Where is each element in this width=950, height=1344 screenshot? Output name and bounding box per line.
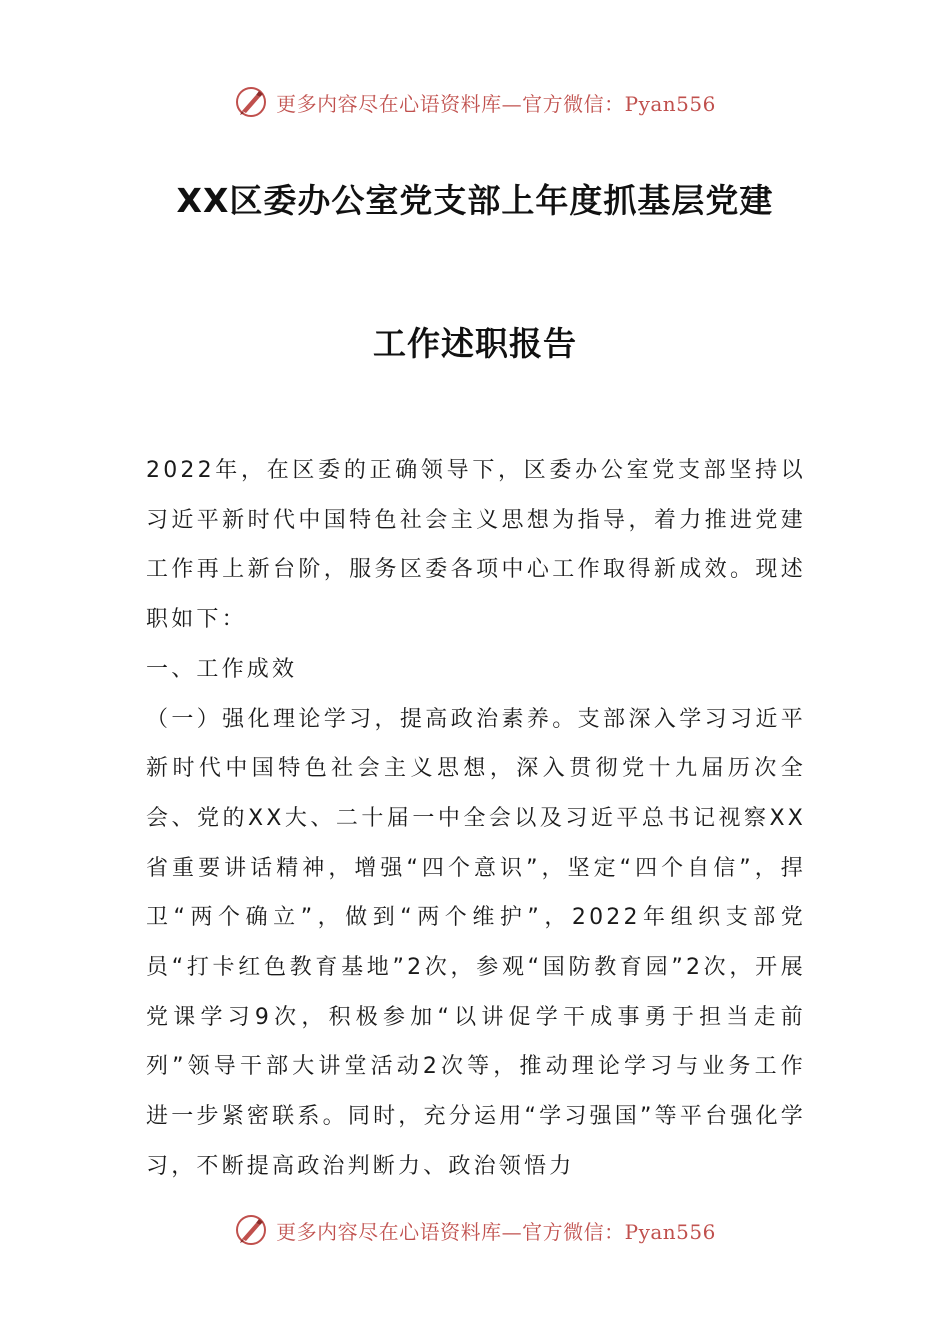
body-paragraph: （一）强化理论学习，提高政治素养。支部深入学习习近平新时代中国特色社会主义思想，深入贯彻党十九届历次全会、党的XX大、二十届一中全会以及习近平总书记视察XX省重要讲话精神，增强“四个意识”，坚定“四个自信”，捍卫“两个确立”，做到“两个维护”，2022年组织支部党员“打卡红色教育基地”2次，参观“国防教育园”2次，开展党课学习9次，积极参加“以讲促学干成事勇于担当走前列”领导干部大讲堂活动2次等，推动理论学习与业务工作进一步紧密联系。同时，充分运用“学习强国”等平台强化学习，不断提高政治判断力、政治领悟力 xyxy=(146,706,806,1179)
header-watermark-banner xyxy=(0,82,950,122)
document-title-line-1: XX区委办公室党支部上年度抓基层党建 xyxy=(176,181,774,220)
document-title-line-2: 工作述职报告 xyxy=(373,324,577,363)
footer-watermark-banner xyxy=(0,1210,950,1250)
pen-logo-icon xyxy=(234,85,268,119)
document-body xyxy=(146,446,806,1192)
pen-logo-icon xyxy=(234,1213,268,1247)
section-heading: 一、工作成效 xyxy=(146,656,298,682)
watermark-text: 更多内容尽在心语资料库—官方微信：Pyan556 xyxy=(276,91,716,116)
intro-paragraph: 2022年，在区委的正确领导下，区委办公室党支部坚持以习近平新时代中国特色社会主义思想为指导，着力推进党建工作再上新台阶，服务区委各项中心工作取得新成效。现述职如下： xyxy=(146,458,806,633)
watermark-text: 更多内容尽在心语资料库—官方微信：Pyan556 xyxy=(276,1219,716,1244)
